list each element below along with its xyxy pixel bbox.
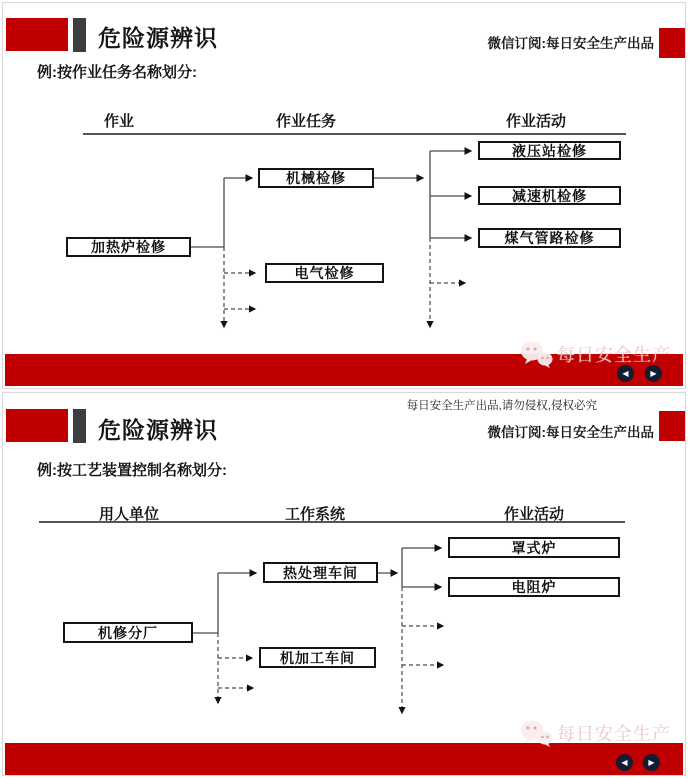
- node-level2-2: 机加工车间: [259, 647, 376, 668]
- wechat-subscribe-text: 微信订阅:每日安全生产出品: [487, 425, 654, 440]
- accent-block-left: [6, 18, 68, 51]
- node-level3-1: 罩式炉: [448, 537, 620, 558]
- slide-2: [2, 392, 686, 776]
- prev-button[interactable]: ◀: [617, 365, 634, 382]
- wechat-subscribe-text: 微信订阅:每日安全生产出品: [487, 36, 654, 51]
- page-title: 危险源辨识: [98, 25, 218, 51]
- example-caption: 例:按作业任务名称划分:: [37, 64, 197, 81]
- title-accent-bar: [73, 18, 86, 52]
- node-level3-1: 液压站检修: [478, 141, 621, 160]
- column-header-2: 作业任务: [275, 113, 336, 130]
- column-header-2: 工作系统: [284, 506, 345, 523]
- node-level3-3: 煤气管路检修: [478, 228, 621, 248]
- copyright-text: 每日安全生产出品,请勿侵权,侵权必究: [406, 400, 597, 412]
- watermark-text: 每日安全生产: [557, 345, 671, 365]
- slide-1: [2, 2, 686, 389]
- wechat-logo-icon: [519, 339, 553, 369]
- accent-block-left: [6, 409, 68, 442]
- node-level2-1: 机械检修: [258, 168, 374, 188]
- node-level3-2: 减速机检修: [478, 186, 621, 205]
- node-level2-1: 热处理车间: [263, 562, 378, 583]
- node-level1: 加热炉检修: [66, 237, 191, 257]
- watermark: [519, 718, 671, 748]
- accent-block-right: [659, 28, 685, 58]
- page-title: 危险源辨识: [98, 417, 218, 443]
- column-header-3: 作业活动: [503, 506, 564, 523]
- example-caption: 例:按工艺装置控制名称划分:: [37, 462, 227, 479]
- column-header-1: 用人单位: [98, 506, 159, 523]
- column-header-3: 作业活动: [505, 113, 566, 130]
- node-level3-2: 电阻炉: [448, 577, 620, 597]
- column-header-1: 作业: [103, 113, 134, 130]
- accent-block-right: [659, 411, 685, 441]
- node-level1: 机修分厂: [63, 622, 193, 643]
- next-button[interactable]: ▶: [645, 365, 662, 382]
- watermark: [519, 339, 671, 369]
- watermark-text: 每日安全生产: [557, 724, 671, 744]
- wechat-logo-icon: [519, 718, 553, 748]
- prev-button[interactable]: ◀: [616, 754, 633, 771]
- title-accent-bar: [73, 409, 86, 443]
- node-level2-2: 电气检修: [265, 263, 384, 283]
- next-button[interactable]: ▶: [643, 754, 660, 771]
